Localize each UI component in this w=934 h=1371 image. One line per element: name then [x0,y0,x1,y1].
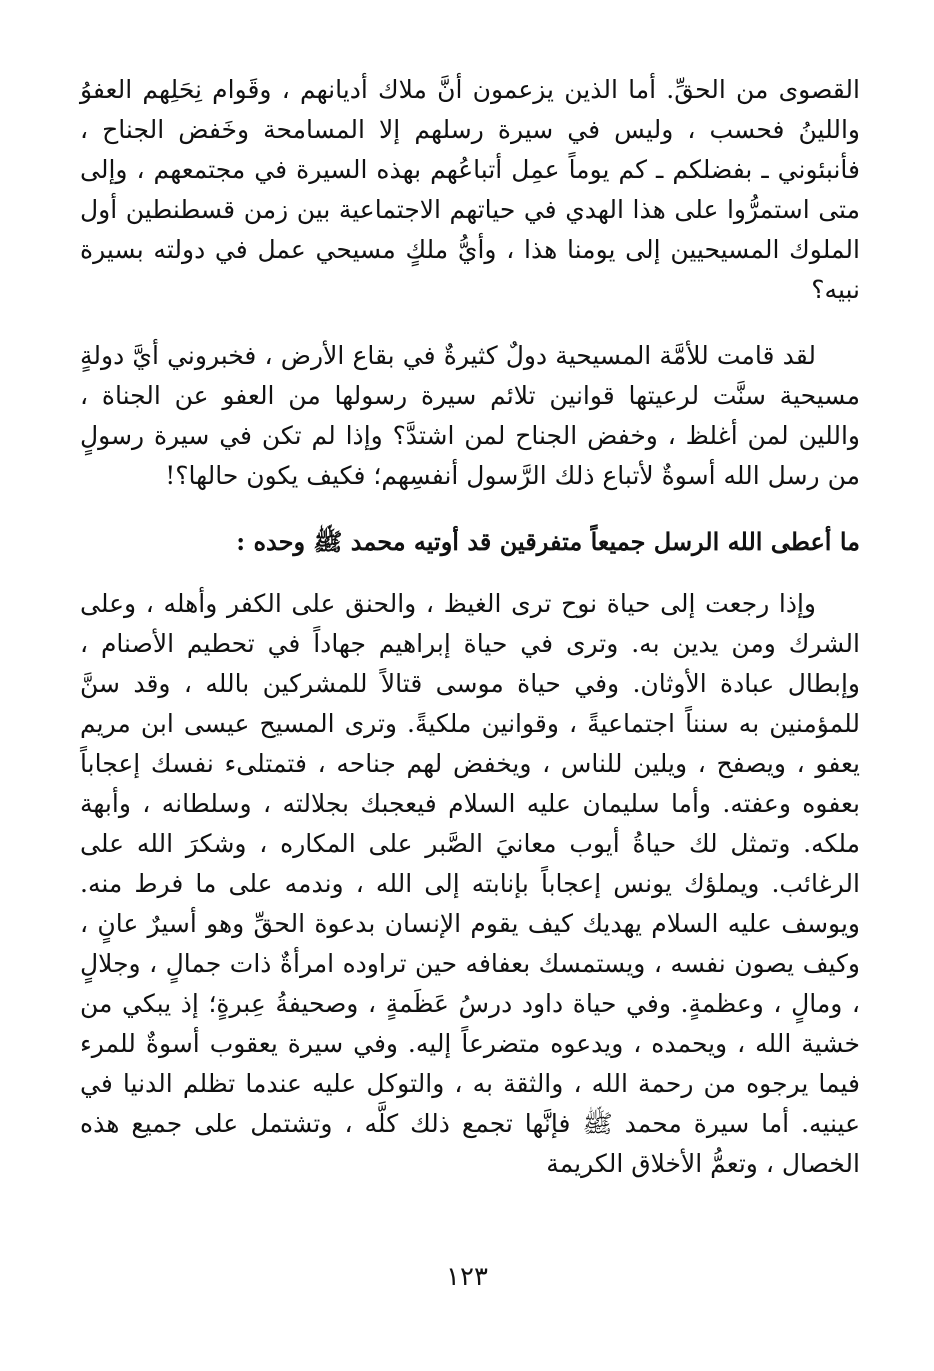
paragraph-3: وإذا رجعت إلى حياة نوح ترى الغيظ ، والحنق على الكفر وأهله ، وعلى الشرك ومن يدين به. وترى في حياة إبراهيم جهاداً في تحطيم الأصنام ، وإبطال عبادة الأوثان. وفي حياة موسى قتالاً للمشركين بالله ، وقد سنَّ للمؤمنين به سنناً اجتماعيةً ، وقوانين ملكيةً. وترى المسيح عيسى ابن مريم يعفو ، ويصفح ، ويلين للناس ، ويخفض لهم جناحه ، فتمتلىء نفسك إعجاباً بعفوه وعفته. وأما سليمان عليه السلام فيعجبك بجلالته ، وسلطانه ، وأبهة ملكه. وتمثل لك حياةُ أيوب معانيَ الصَّبر على المكاره ، وشكرَ الله على الرغائب. ويملؤك يونس إعجاباً بإنابته إلى الله ، وندمه على ما فرط منه. ويوسف عليه السلام يهديك كيف يقوم الإنسان بدعوة الحقِّ وهو أسيرٌ عانٍ ، وكيف يصون نفسه ، ويستمسك بعفافه حين تراوده امرأةٌ ذات جمالٍ ، وجلالٍ ، ومالٍ ، وعظمةٍ. وفي حياة داود درسُ عَظَمةٍ ، وصحيفةُ عِبرةٍ؛ إذ يبكي من خشية الله ، ويحمده ، ويدعوه متضرعاً إليه. وفي سيرة يعقوب أسوةٌ للمرء فيما يرجوه من رحمة الله ، والثقة به ، والتوكل عليه عندما تظلم الدنيا في عينيه. أما سيرة محمد ﷺ فإنَّها تجمع ذلك كلَّه ، وتشتمل على جميع هذه الخصال ، وتعمُّ الأخلاق الكريمة [80,589,860,1178]
paragraph-2: لقد قامت للأمَّة المسيحية دولٌ كثيرةٌ في بقاع الأرض ، فخبروني أيَّ دولةٍ مسيحية سنَّت لرعيتها قوانين تلائم سيرة رسولها من العفو عن الجناة ، واللين لمن أغلظ ، وخفض الجناح لمن اشتدَّ؟ وإذا لم تكن في سيرة رسولٍ من رسل الله أسوةٌ لأتباع ذلك الرَّسول أنفسِهم؛ فكيف يكون حالها؟! [80,341,860,490]
section-heading: ما أعطى الله الرسل جميعاً متفرقين قد أوتيه محمد ﷺ وحده : [236,527,860,556]
page-body [80,70,860,1184]
paragraph-1: القصوى من الحقِّ. أما الذين يزعمون أنَّ ملاك أديانهم ، وقَوام نِحَلِهم العفوُ واللينُ فحسب ، وليس في سيرة رسلهم إلا المسامحة وخَفض الجناح ، فأنبئوني ـ بفضلكم ـ كم يوماً عمِل أتباعُهم بهذه السيرة في مجتمعهم ، وإلى متى استمرُّوا على هذا الهدي في حياتهم الاجتماعية بين زمن قسطنطين أول الملوك المسيحيين إلى يومنا هذا ، وأيُّ ملكٍ مسيحي عمل في دولته بسيرة نبيه؟ [80,75,860,304]
page-number: ١٢٣ [446,1262,488,1292]
